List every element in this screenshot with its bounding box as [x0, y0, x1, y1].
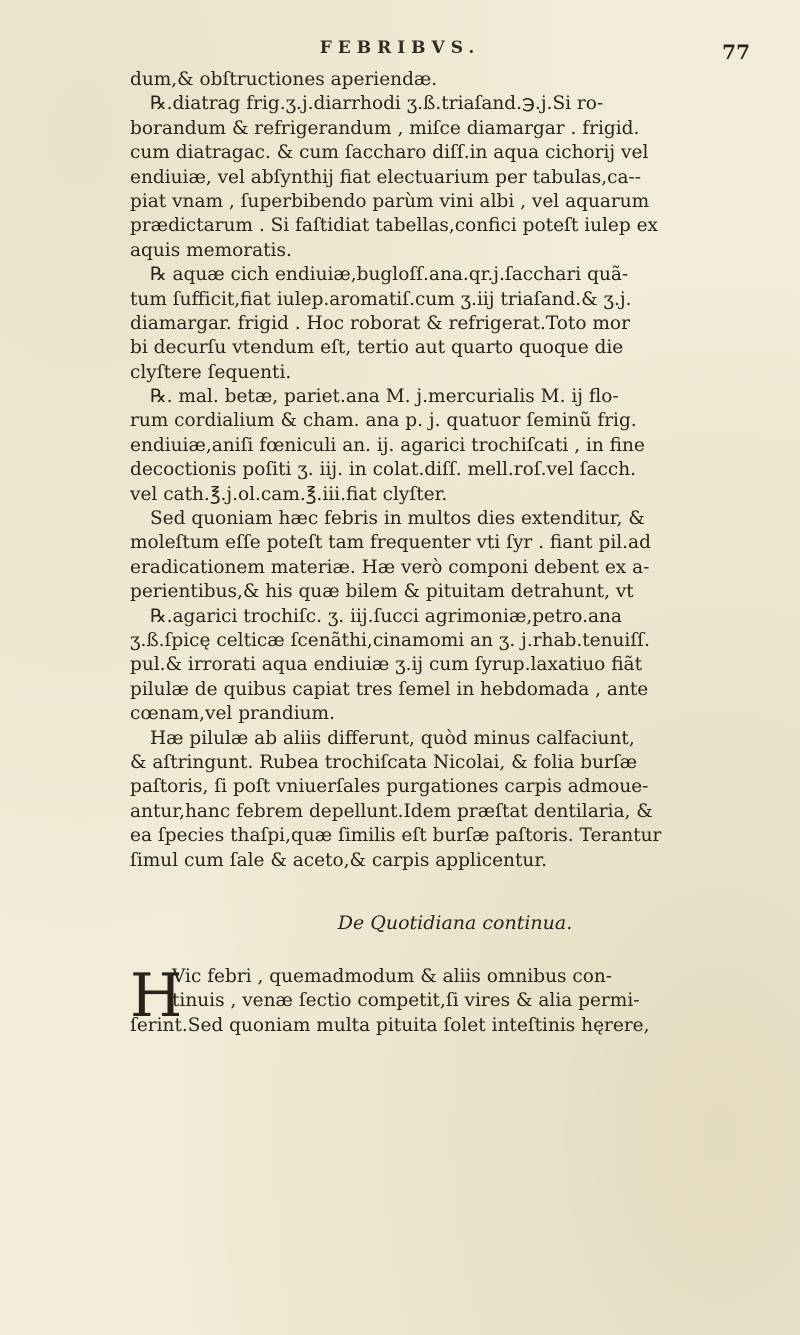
paragraph-recipe-iulep: [130, 263, 780, 385]
section-heading: De Quotidiana continua.: [337, 911, 573, 934]
text-line: piat vnam , ſuperbibendo parùm vini albi , vel aquarum: [130, 190, 650, 212]
text-line: pul.& irrorati aqua endiuiæ ʒ.ij cum ſyrup.laxatiuo fiãt: [130, 654, 643, 676]
text-line: moleſtum eſſe poteſt tam frequenter vti ſyr . fiant pil.ad: [130, 532, 651, 554]
section-first-paragraph: [130, 960, 780, 1038]
running-head: [0, 38, 800, 68]
drop-cap: H: [130, 960, 183, 1031]
paragraph-recipe-clyster: [130, 385, 780, 507]
text-line: Sed quoniam hæc febris in multos dies extenditur, &: [150, 508, 645, 530]
text-line: ℞. mal. betæ, pariet.ana M. j.mercurialis M. ij flo-: [150, 386, 619, 408]
text-line: endiuiæ,aniſi fœniculi an. ij. agarici trochiſcati , in fine: [130, 434, 645, 456]
text-line: ʒ.ß.ſpicę celticæ ſcenãthi,cinamomi an ʒ. j.rhab.tenuiſſ.: [130, 629, 650, 651]
text-line: dum,& obſtructiones aperiendæ.: [130, 69, 438, 90]
text-line: clyſtere ſequenti.: [130, 361, 292, 383]
text-line: paſtoris, ſi poſt vniuerſales purgationes carpis admoue-: [130, 776, 649, 798]
running-title: FEBRIBVS.: [319, 38, 481, 58]
text-line: tum ſufficit,fiat iulep.aromatiſ.cum ʒ.iij triaſand.& ʒ.j.: [130, 288, 632, 310]
text-line: & aſtringunt. Rubea trochiſcata Nicolai, & folia burſæ: [130, 751, 638, 773]
text-body: [130, 68, 780, 1038]
text-line: diamargar. frigid . Hoc roborat & refrigerat.Toto mor: [130, 312, 630, 334]
text-line: decoctionis poſiti ʒ. iij. in colat.diſſ. mell.roſ.vel ſacch.: [130, 459, 637, 481]
text-line: tinuis , venæ ſectio competit,ſi vires & alia permi-: [172, 990, 640, 1012]
text-line: Vic febri , quemadmodum & aliis omnibus con-: [172, 965, 613, 987]
text-line: ſimul cum ſale & aceto,& carpis applicentur.: [130, 849, 548, 871]
text-line: aquis memoratis.: [130, 239, 292, 261]
text-line: ℞.agarici trochiſc. ʒ. iij.ſucci agrimoniæ,petro.ana: [150, 605, 622, 627]
text-line: cœnam,vel prandium.: [130, 703, 335, 725]
text-line: ea ſpecies thaſpi,quæ ſimilis eſt burſæ paſtoris. Terantur: [130, 825, 662, 847]
text-line: vel cath.℥.j.ol.cam.℥.iii.fiat clyſter.: [130, 483, 448, 505]
text-line: borandum & refrigerandum , miſce diamargar . frigid.: [130, 117, 640, 139]
text-line: antur,hanc febrem depellunt.Idem præſtat dentilaria, &: [130, 800, 653, 822]
text-line: ſerint.Sed quoniam multa pituita ſolet inteſtinis hęrere,: [130, 1014, 650, 1036]
paragraph-continuation: [130, 68, 780, 263]
text-line: eradicationem materiæ. Hæ verò componi debent ex a-: [130, 556, 650, 578]
page-number: 77: [722, 40, 750, 64]
text-line: Hæ pilulæ ab aliis differunt, quòd minus calfaciunt,: [150, 727, 635, 749]
paragraph-recipe-pills: [130, 605, 780, 727]
text-line: ℞.diatrag frig.ʒ.j.diarrhodi ʒ.ß.triaſand.℈.j.Si ro-: [150, 93, 604, 115]
text-line: rum cordialium & cham. ana p. j. quatuor ſeminũ frig.: [130, 410, 637, 432]
text-line: cum diatragac. & cum ſaccharo diſſ.in aqua cichorij vel: [130, 142, 649, 164]
text-line: ℞ aquæ cich endiuiæ,bugloſſ.ana.qr.j.ſacchari quã-: [150, 264, 629, 286]
text-line: pilulæ de quibus capiat tres ſemel in hebdomada , ante: [130, 678, 649, 700]
text-line: prædictarum . Si faſtidiat tabellas,confici poteſt iulep ex: [130, 215, 658, 237]
paragraph-pills-intro: [130, 507, 780, 605]
text-line: perientibus,& his quæ bilem & pituitam detrahunt, vt: [130, 581, 634, 603]
text-line: endiuiæ, vel abſynthij fiat electuarium per tabulas,ca--: [130, 166, 642, 188]
paragraph-pills-notes: [130, 727, 780, 873]
text-line: bi decurſu vtendum eſt, tertio aut quarto quoque die: [130, 337, 624, 359]
